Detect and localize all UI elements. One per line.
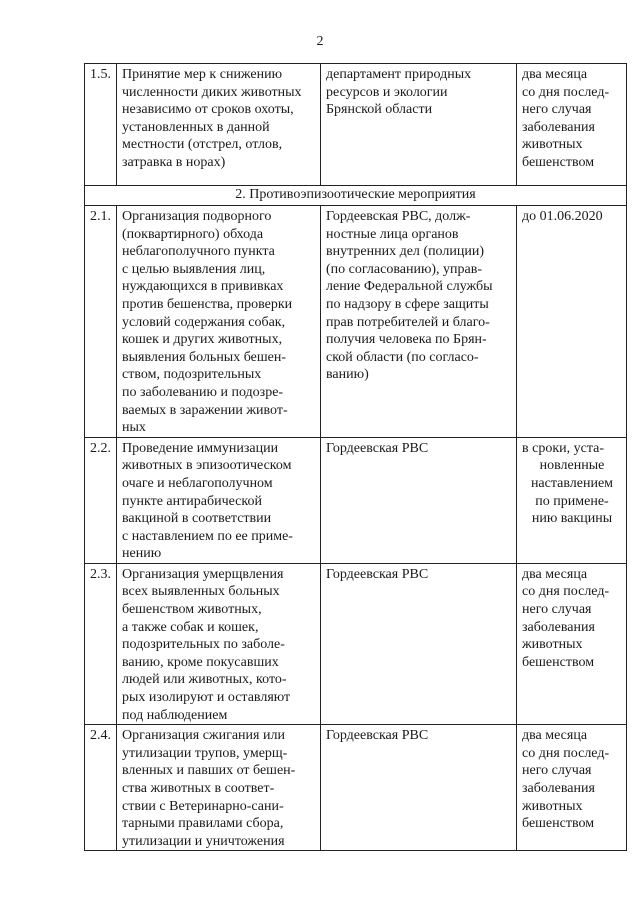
- section-title: 2. Противоэпизоотические мероприятия: [85, 186, 627, 206]
- activity-line: Организация подворного: [122, 209, 272, 224]
- activity-line: условий содержания собак,: [122, 314, 286, 330]
- table-row: [85, 206, 627, 438]
- activity-line: затравка в норах): [122, 154, 226, 170]
- term-cell: [517, 725, 627, 851]
- table-row: [85, 725, 627, 851]
- term-line: со дня послед-: [522, 584, 610, 600]
- term-line: два месяца: [522, 566, 588, 582]
- activity-cell: [117, 206, 321, 438]
- activity-cell: [117, 563, 321, 724]
- activity-cell: [117, 437, 321, 563]
- activity-line: кошек и других животных,: [122, 332, 283, 348]
- row-number: 2.2.: [85, 437, 117, 563]
- responsible-line: ностные лица органов: [326, 226, 459, 242]
- term-line: бешенством: [522, 154, 595, 170]
- activity-line: местности (отстрел, отлов,: [122, 137, 283, 153]
- activity-line: всех выявленных больных: [122, 584, 280, 600]
- activity-line: неблагополучного пункта: [122, 244, 275, 260]
- responsible-cell: [321, 206, 517, 438]
- responsible-line: ванию): [326, 367, 369, 383]
- term-cell: [517, 563, 627, 724]
- responsible-line: внутренних дел (полиции): [326, 244, 484, 260]
- activity-line: Принятие мер к снижению: [122, 67, 283, 82]
- term-line: бешенством: [522, 654, 595, 670]
- activity-line: численности диких животных: [122, 84, 302, 100]
- responsible-line: (по согласованию), управ-: [326, 261, 483, 277]
- term-line: два месяца: [522, 728, 588, 744]
- activity-line: а также собак и кошек,: [122, 619, 259, 635]
- term-line: него случая: [522, 602, 592, 618]
- term-line: нию вакцины: [531, 511, 613, 527]
- activity-line: бешенством животных,: [122, 602, 262, 618]
- activity-line: (поквартирного) обхода: [122, 226, 264, 242]
- activity-line: ствии с Ветеринарно-сани-: [122, 798, 284, 814]
- activity-line: независимо от сроков охоты,: [122, 102, 294, 118]
- activity-line: рых изолируют и оставляют: [122, 690, 291, 706]
- term-line: животных: [522, 798, 583, 814]
- table-row: [85, 64, 627, 186]
- activity-line: установленных в данной: [122, 119, 270, 135]
- responsible-line: департамент природных: [326, 67, 472, 82]
- activity-line: с целью выявления лиц,: [122, 261, 266, 277]
- table-row: [85, 563, 627, 724]
- activity-line: вакциной в соответствии: [122, 511, 272, 527]
- activity-line: ства животных в соответ-: [122, 781, 275, 796]
- activity-line: против бешенства, проверки: [122, 296, 293, 312]
- responsible-cell: [321, 725, 517, 851]
- row-number: 2.3.: [85, 563, 117, 724]
- term-line: заболевания: [522, 119, 595, 135]
- term-line: него случая: [522, 763, 592, 779]
- term-line: заболевания: [522, 619, 595, 635]
- term-line: животных: [522, 637, 583, 653]
- activity-line: под наблюдением: [122, 707, 228, 723]
- activity-line: тарными правилами сбора,: [122, 816, 284, 832]
- activity-line: ных: [122, 420, 146, 436]
- activity-line: утилизации трупов, умерщ-: [122, 745, 288, 761]
- responsible-line: Гордеевская РВС, долж-: [326, 209, 471, 224]
- responsible-cell: [321, 563, 517, 724]
- activity-line: людей или животных, кото-: [122, 672, 287, 688]
- term-line: по примене-: [535, 493, 609, 509]
- term-line: до 01.06.2020: [522, 209, 603, 224]
- term-cell: [517, 206, 627, 438]
- term-line: два месяца: [522, 67, 588, 82]
- activity-line: Организация сжигания или: [122, 728, 285, 744]
- row-number: 2.4.: [85, 725, 117, 851]
- activity-line: вленных и павших от бешен-: [122, 763, 296, 779]
- term-line: со дня послед-: [522, 745, 610, 761]
- activity-line: нению: [122, 546, 162, 562]
- activity-line: очаге и неблагополучном: [122, 475, 273, 491]
- term-line: животных: [522, 137, 583, 153]
- responsible-line: Брянской области: [326, 102, 433, 118]
- responsible-cell: [321, 437, 517, 563]
- responsible-line: ление Федеральной службы: [326, 279, 493, 295]
- term-line: наставлением: [530, 475, 614, 491]
- term-line: заболевания: [522, 781, 595, 796]
- activity-line: Организация умерщвления: [122, 566, 284, 582]
- activity-line: ваемых в заражении живот-: [122, 402, 288, 418]
- responsible-line: Гордеевская РВС: [326, 566, 429, 582]
- table-row: [85, 437, 627, 563]
- responsible-line: по надзору в сфере защиты: [326, 296, 489, 312]
- activity-line: ством, подозрительных: [122, 367, 262, 383]
- activity-line: животных в эпизоотическом: [122, 458, 292, 474]
- page-number: 2: [316, 34, 324, 49]
- responsible-cell: [321, 64, 517, 186]
- row-number: 2.1.: [85, 206, 117, 438]
- term-line: бешенством: [522, 816, 595, 832]
- activity-line: ванию, кроме покусавших: [122, 654, 279, 670]
- activity-cell: [117, 64, 321, 186]
- activity-line: пункте антирабической: [122, 493, 262, 509]
- activity-line: утилизации и уничтожения: [122, 833, 285, 849]
- term-line: со дня послед-: [522, 84, 610, 100]
- responsible-line: ресурсов и экологии: [326, 84, 448, 100]
- responsible-line: прав потребителей и благо-: [326, 314, 490, 330]
- term-cell: [517, 437, 627, 563]
- measures-table: [84, 63, 627, 851]
- responsible-line: ской области (по согласо-: [326, 349, 479, 365]
- responsible-line: Гордеевская РВС: [326, 728, 429, 744]
- term-cell: [517, 64, 627, 186]
- term-line: новленные: [539, 458, 605, 474]
- activity-line: по заболеванию и подозре-: [122, 384, 284, 400]
- activity-cell: [117, 725, 321, 851]
- activity-line: с наставлением по ее приме-: [122, 528, 293, 544]
- activity-line: подозрительных по заболе-: [122, 637, 285, 653]
- row-number: 1.5.: [85, 64, 117, 186]
- section-header-row: [85, 186, 627, 206]
- responsible-line: получия человека по Брян-: [326, 332, 487, 348]
- term-line: в сроки, уста-: [522, 440, 604, 456]
- activity-line: выявления больных бешен-: [122, 349, 287, 365]
- activity-line: нуждающихся в прививках: [122, 279, 284, 295]
- activity-line: Проведение иммунизации: [122, 440, 279, 456]
- term-line: него случая: [522, 102, 592, 118]
- responsible-line: Гордеевская РВС: [326, 440, 429, 456]
